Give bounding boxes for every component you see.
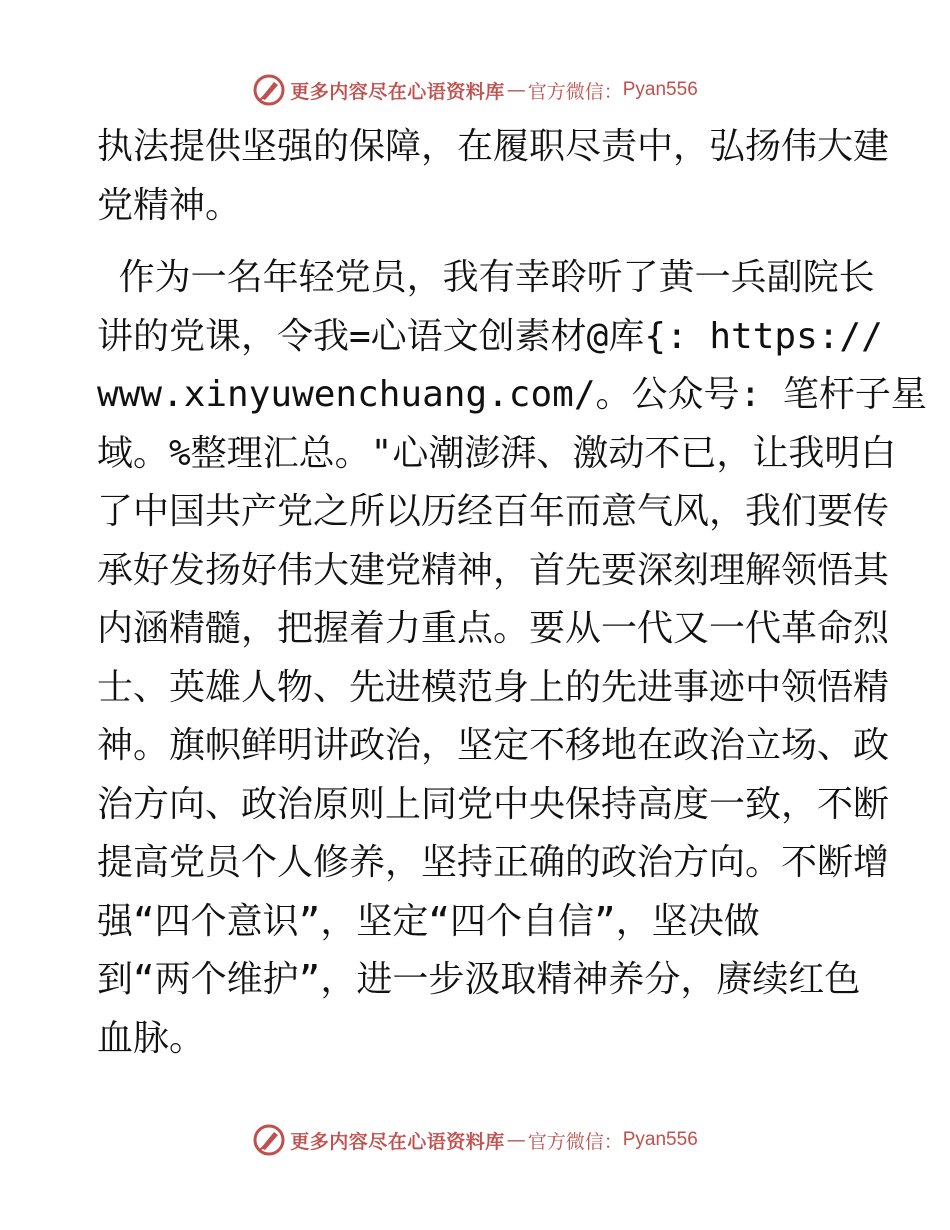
- header-watermark: [0, 72, 950, 108]
- watermark-dash: —: [506, 1129, 526, 1151]
- document-body: [97, 118, 927, 1068]
- text-line: 域。%整理汇总。"心潮澎湃、激动不已，让我明白: [97, 432, 897, 474]
- text-line: 神。旗帜鲜明讲政治，坚定不移地在政治立场、政: [97, 725, 890, 766]
- quill-pen-logo-icon: [252, 1123, 286, 1157]
- paragraph-1: [97, 118, 890, 235]
- watermark-dash: —: [506, 79, 526, 101]
- paragraph-2: [97, 249, 927, 1068]
- text-line: 党精神。: [97, 184, 242, 226]
- text-line: 提高党员个人修养，坚持正确的政治方向。不断增: [97, 842, 890, 883]
- watermark-wechat-id: Pyan556: [622, 1129, 698, 1150]
- watermark-wechat-label: 官方微信：: [527, 80, 623, 103]
- footer-watermark: [0, 1122, 950, 1158]
- text-line: 内涵精髓，把握着力重点。要从一代又一代革命烈: [97, 608, 890, 649]
- quill-pen-logo-icon: [252, 73, 286, 107]
- text-line: 作为一名年轻党员，我有幸聆听了黄一兵副院长: [97, 257, 875, 298]
- text-line: 到“两个维护”，进一步汲取精神养分，赓续红色: [97, 959, 861, 1000]
- text-line: 讲的党课，令我=心语文创素材@库{: https://: [97, 315, 883, 357]
- watermark-wechat-label: 官方微信：: [527, 1130, 623, 1153]
- text-line: 执法提供坚强的保障，在履职尽责中，弘扬伟大建: [97, 126, 890, 167]
- text-line: 强“四个意识”，坚定“四个自信”，坚决做: [97, 900, 760, 942]
- text-line: 士、英雄人物、先进模范身上的先进事迹中领悟精: [97, 666, 890, 708]
- text-line: 了中国共产党之所以历经百年而意气风，我们要传: [97, 491, 890, 532]
- text-line: 承好发扬好伟大建党精神，首先要深刻理解领悟其: [97, 549, 890, 591]
- watermark-wechat-id: Pyan556: [622, 79, 698, 100]
- watermark-site-text: 更多内容尽在心语资料库: [290, 80, 505, 103]
- watermark-site-text: 更多内容尽在心语资料库: [290, 1130, 505, 1153]
- text-line: www.xinyuwenchuang.com/。公众号: 笔杆子星: [97, 374, 927, 415]
- text-line: 血脉。: [97, 1017, 206, 1059]
- text-line: 治方向、政治原则上同党中央保持高度一致，不断: [97, 783, 890, 825]
